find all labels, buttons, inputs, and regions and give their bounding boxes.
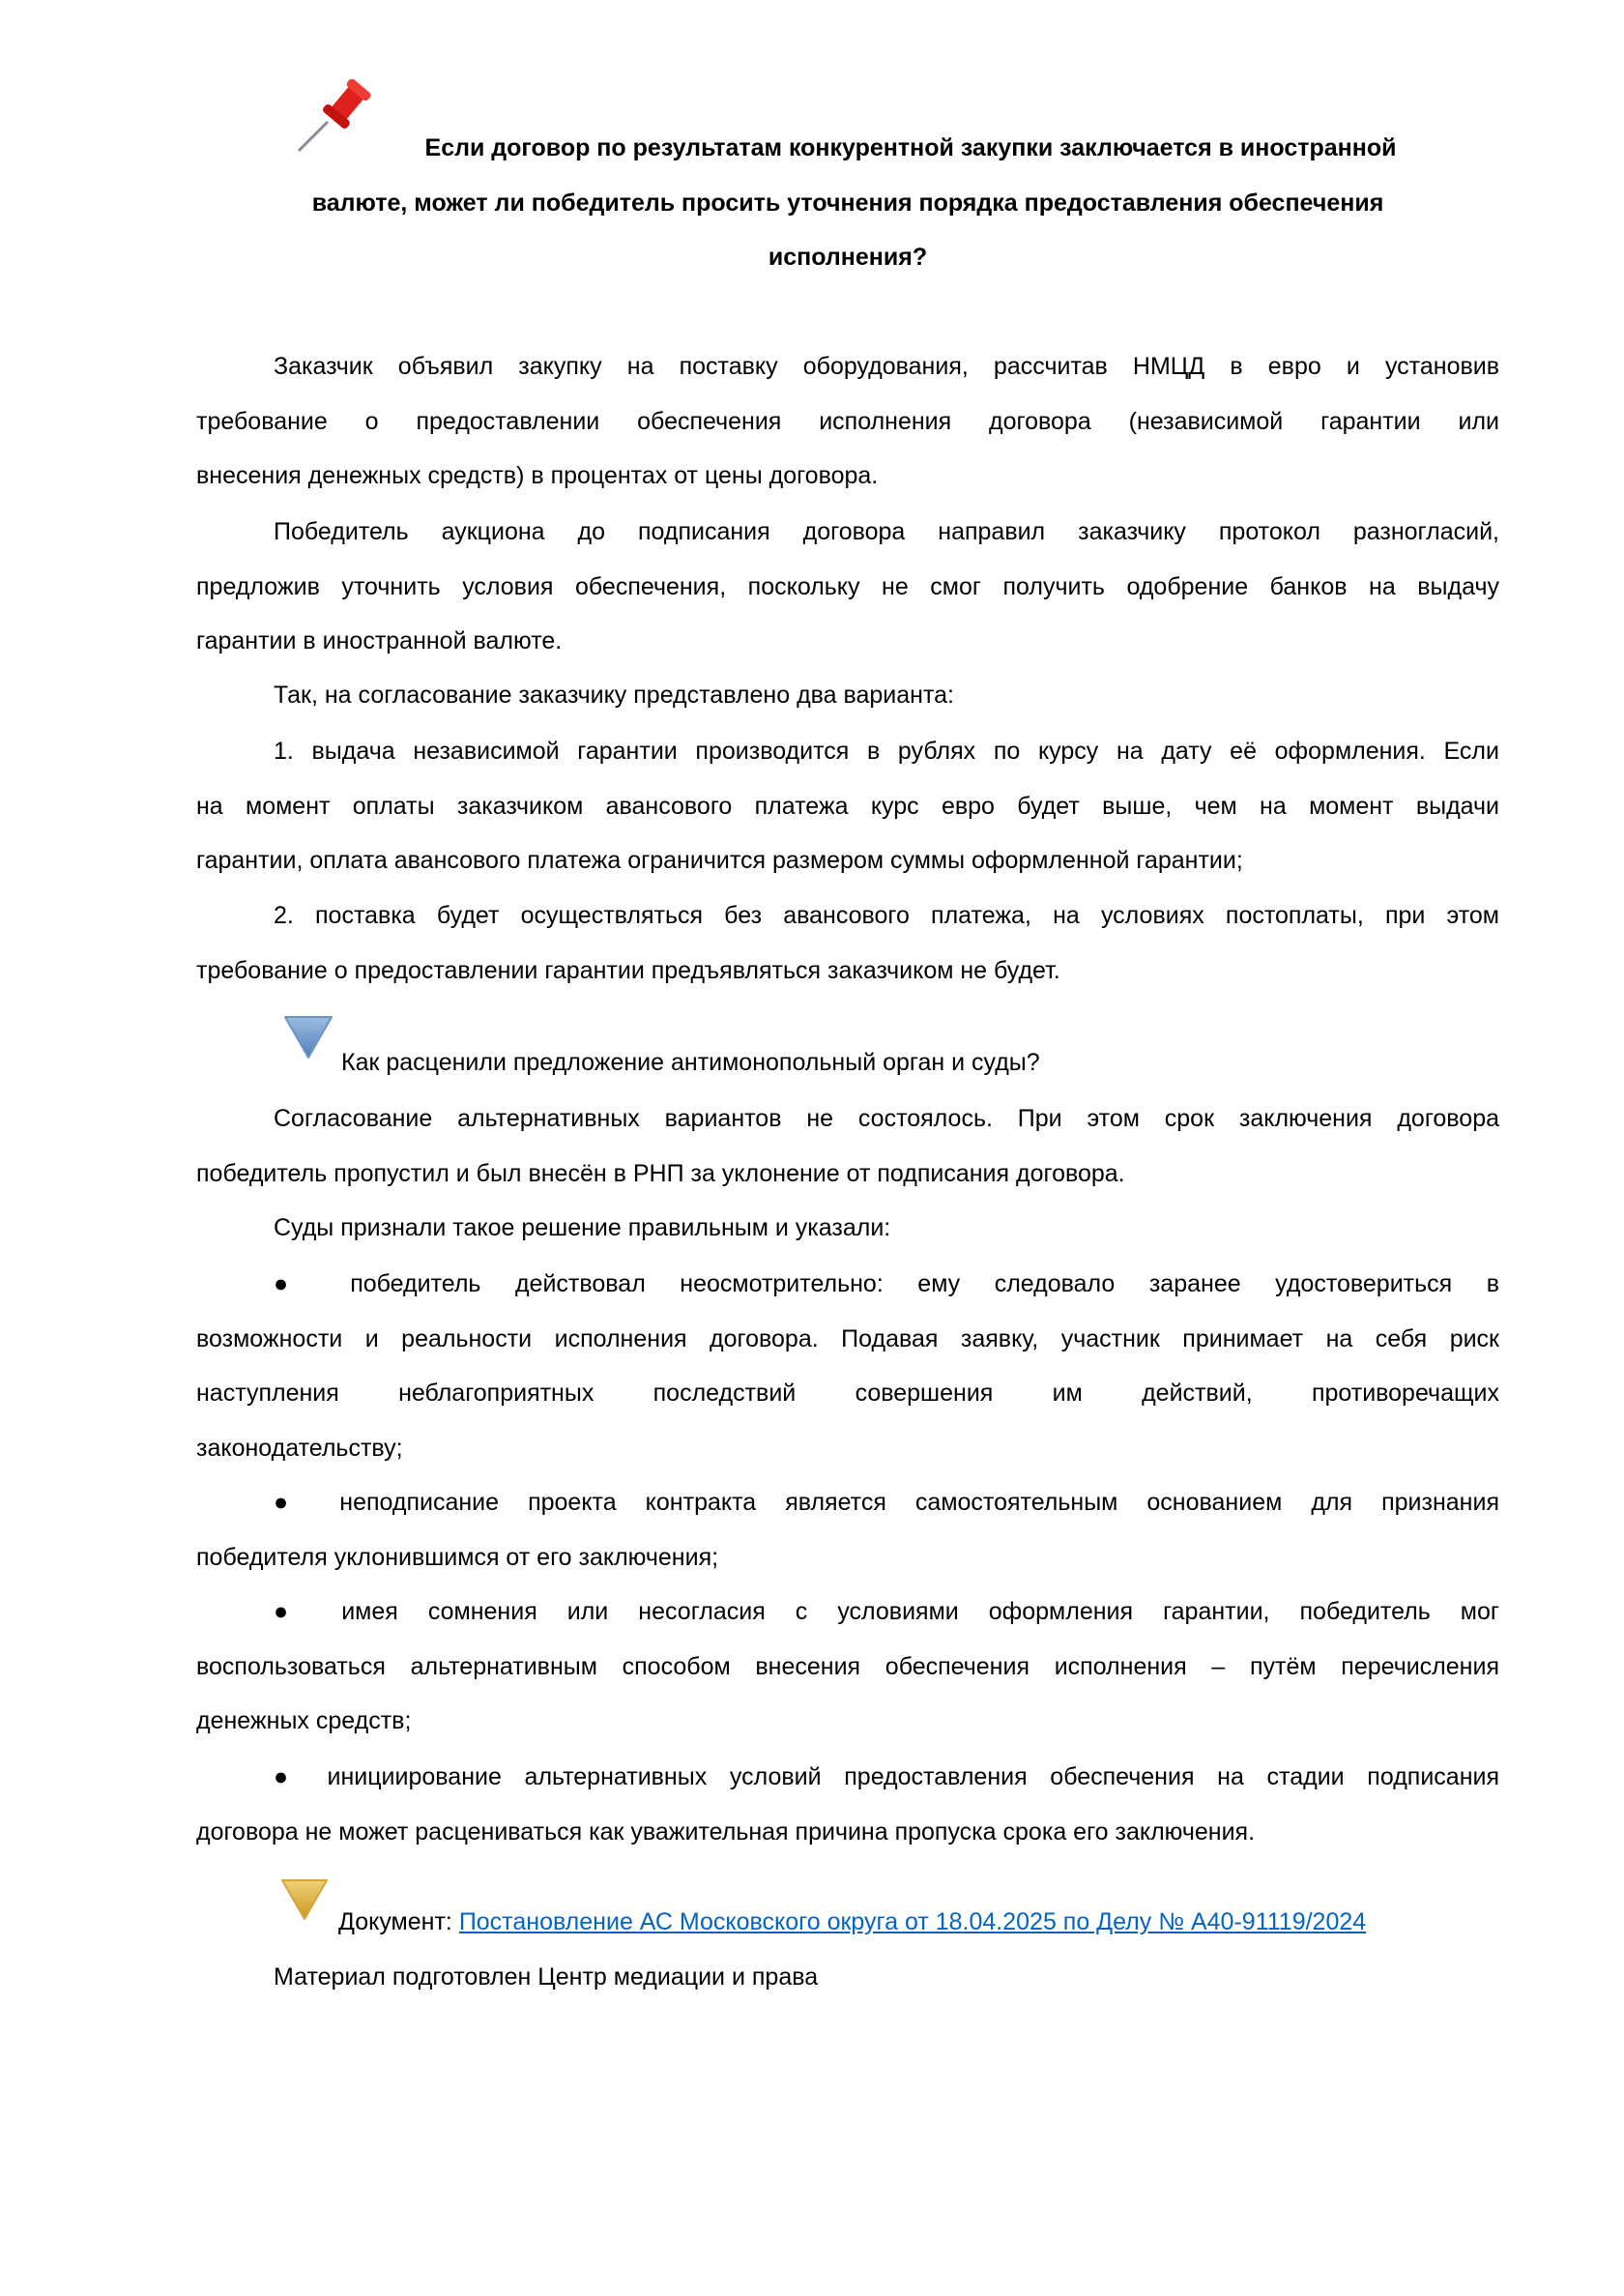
text-line: требование о предоставлении обеспечения исполнения договора (независимой гарантии или [196,407,1499,435]
text-line: Суды признали такое решение правильным и указали: [274,1214,891,1241]
text-line: Победитель аукциона до подписания договора направил заказчику протокол разногласий, [274,518,1499,545]
title-line: Если договор по результатам конкурентной закупки заключается в иностранной [424,134,1397,161]
text-line: гарантии, оплата авансового платежа ограничится размером суммы оформленной гарантии; [196,847,1243,875]
bullet-2 [196,1475,1499,1584]
text-line: гарантии в иностранной валюте. [196,627,563,655]
footer-note [196,1950,1499,2005]
text-line: договора не может расцениваться как уважительная причина пропуска срока его заключения. [196,1817,1256,1846]
text-line: требование о предоставлении гарантии предъявляться заказчиком не будет. [196,956,1060,984]
text-line: ● победитель действовал неосмотрительно: ему следовало заранее удостовериться в [274,1270,1499,1297]
paragraph-3 [196,668,1499,723]
text-line: 1. выдача независимой гарантии производится в рублях по курсу на дату её оформления. Если [274,738,1499,765]
bullet-3 [196,1584,1499,1749]
text-line: на момент оплаты заказчиком авансового платежа курс евро будет выше, чем на момент выдачи [196,792,1499,820]
text-line: наступления неблагоприятных последствий совершения им действий, противоречащих [196,1380,1499,1408]
gold-triangle-icon [280,1878,329,1921]
document-reference [338,1895,1508,1950]
text-line: ● имея сомнения или несогласия с условиями оформления гарантии, победитель мог [274,1598,1499,1625]
paragraph-2 [196,505,1499,669]
paragraph-6 [196,1091,1499,1201]
bullet-4 [196,1750,1499,1859]
text-line: Согласование альтернативных вариантов не состоялось. При этом срок заключения договора [274,1105,1499,1132]
text-line: предложив уточнить условия обеспечения, поскольку не смог получить одобрение банков на выдачу [196,572,1499,600]
option-1 [196,724,1499,888]
question-text: Как расценили предложение антимонопольный орган и суды? [341,1049,1040,1076]
text-line: Заказчик объявил закупку на поставку оборудования, рассчитав НМЦД в евро и установив [274,353,1499,380]
document-link[interactable]: Постановление АС Московского округа от 18.04.2025 по Делу № А40-91119/2024 [458,1908,1367,1935]
text-line: воспользоваться альтернативным способом внесения обеспечения исполнения – путём перечисления [196,1652,1499,1680]
title-line: исполнения? [768,244,928,272]
text-line: победитель пропустил и был внесён в РНП за уклонение от подписания договора. [196,1159,1125,1187]
text-line: законодательству; [196,1434,403,1462]
text-line: ● неподписание проекта контракта является самостоятельным основанием для признания [274,1489,1499,1516]
document-label: Документ: [338,1908,452,1935]
question-heading [341,1035,1499,1090]
title-line: валюте, может ли победитель просить уточнения порядка предоставления обеспечения [311,189,1384,217]
text-line: ● инициирование альтернативных условий предоставления обеспечения на стадии подписания [274,1763,1499,1790]
text-line: денежных средств; [196,1707,412,1735]
paragraph-7 [196,1201,1499,1256]
footer-text: Материал подготовлен Центр медиации и права [274,1963,819,1991]
text-line: внесения денежных средств) в процентах от цены договора. [196,462,879,490]
option-2 [196,888,1499,998]
text-line: 2. поставка будет осуществляться без авансового платежа, на условиях постоплаты, при этом [274,902,1499,929]
paragraph-1 [196,339,1499,504]
text-line: Так, на согласование заказчику представлено два варианта: [274,682,955,709]
article-title [196,121,1499,285]
text-line: возможности и реальности исполнения договора. Подавая заявку, участник принимает на себя риск [196,1324,1499,1352]
text-line: победителя уклонившимся от его заключения; [196,1543,719,1571]
blue-triangle-icon [283,1015,334,1060]
bullet-1 [196,1257,1499,1475]
